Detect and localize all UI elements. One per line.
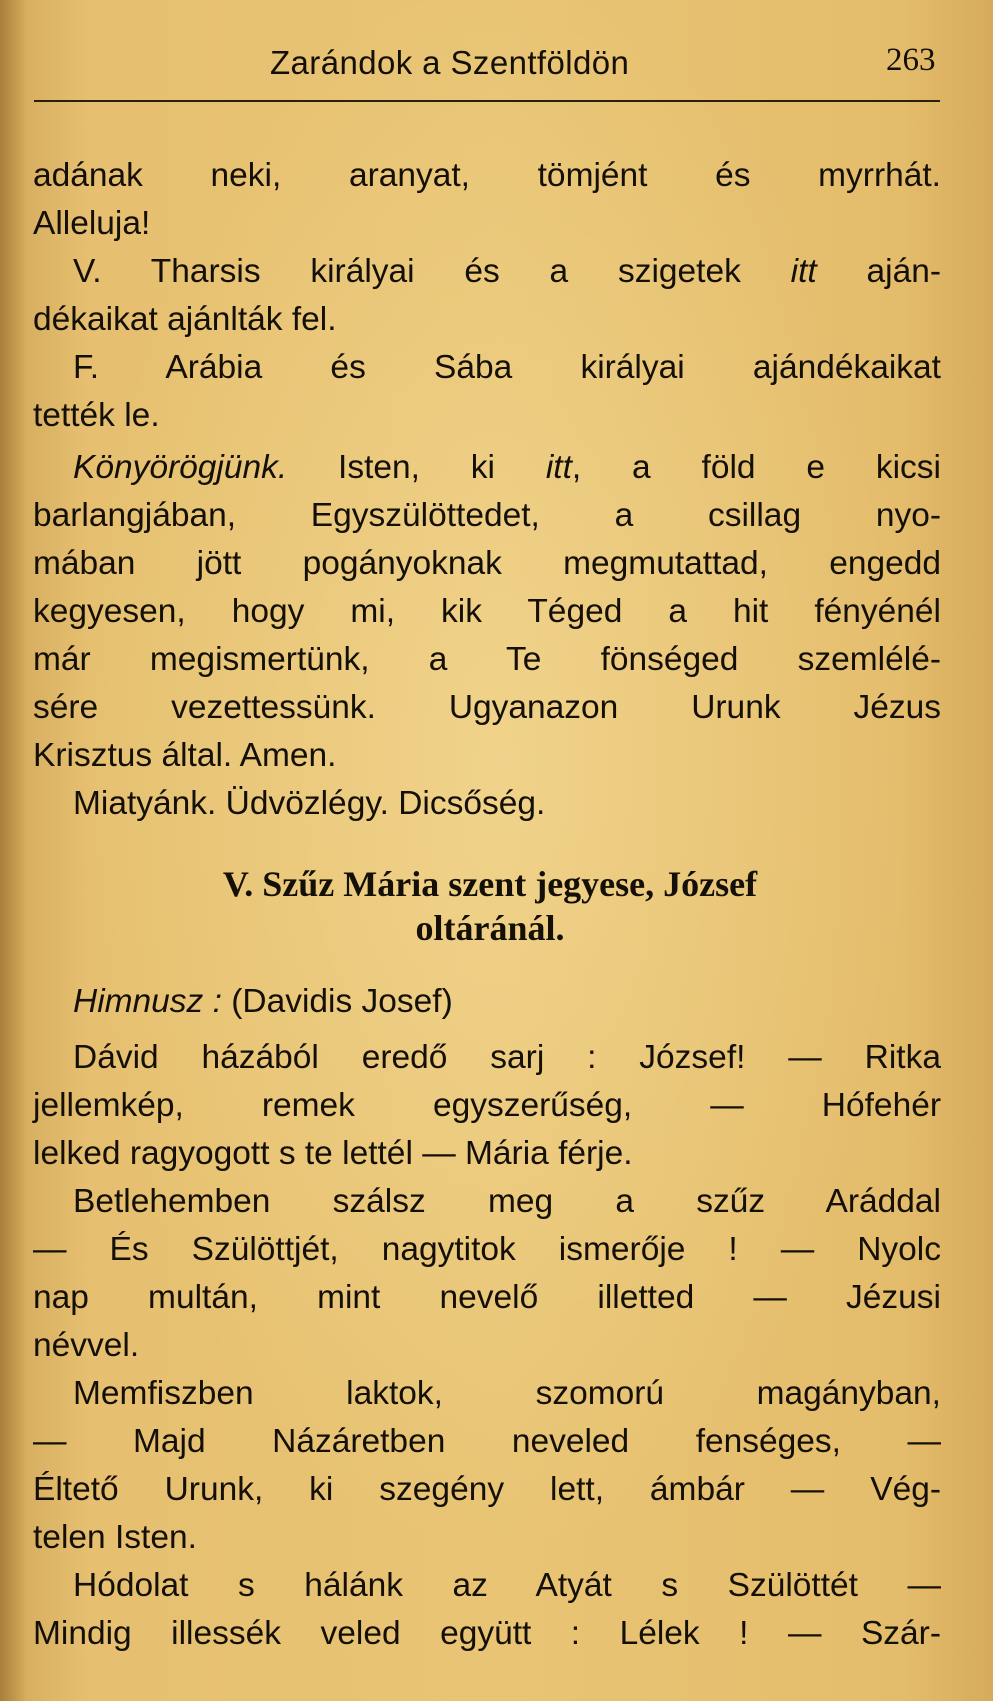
- running-head: Zarándok a Szentföldön: [270, 44, 630, 81]
- text-line: adának neki, aranyat, tömjént és myrrhát.: [33, 157, 941, 194]
- text-line: — És Szülöttjét, nagytitok ismerője ! — Nyolc: [33, 1231, 941, 1268]
- text-line: barlangjában, Egyszülöttedet, a csillag nyo-: [33, 497, 941, 534]
- hymn-stanza: [33, 1562, 941, 1658]
- text-line: mában jött pogányoknak megmutattad, engedd: [33, 545, 941, 582]
- prayer-block: [33, 152, 941, 828]
- text-line: Alleluja!: [33, 205, 151, 242]
- text-line: nap multán, mint nevelő illetted — Jézusi: [33, 1279, 941, 1316]
- text-line: tették le.: [33, 397, 160, 434]
- text-line: — Majd Názáretben neveled fenséges, —: [33, 1423, 941, 1460]
- paragraph-closing: [33, 780, 941, 828]
- hymn-stanza: [33, 1178, 941, 1370]
- paragraph-response: [33, 344, 941, 440]
- paragraph-prayer: [33, 444, 941, 780]
- text-run: V. Tharsis királyai és a szigetek: [73, 253, 791, 290]
- heading-line: oltáránál.: [415, 908, 565, 948]
- text-line: névvel.: [33, 1327, 140, 1364]
- italic-text: itt: [545, 449, 572, 486]
- text-run: Isten, ki: [287, 449, 546, 486]
- text-line: kegyesen, hogy mi, kik Téged a hit fényénél: [33, 593, 941, 630]
- text-line: [33, 978, 941, 1026]
- italic-text: Himnusz :: [73, 983, 222, 1020]
- heading-line: V. Szűz Mária szent jegyese, József: [222, 864, 758, 904]
- text-line: dékaikat ajánlták fel.: [33, 301, 337, 338]
- italic-text: Könyörögjünk.: [73, 449, 288, 486]
- text-line: lelked ragyogott s te lettél — Mária férje.: [33, 1135, 633, 1172]
- text-line: Miatyánk. Üdvözlégy. Dicsőség.: [73, 785, 546, 822]
- italic-text: itt: [790, 253, 817, 290]
- text-line: telen Isten.: [33, 1519, 197, 1556]
- header-rule: [34, 100, 940, 102]
- text-line: F. Arábia és Sába királyai ajándékaikat: [73, 349, 941, 386]
- page-header: [0, 34, 993, 84]
- text-line: Mindig illessék veled együtt : Lélek ! — Szár-: [33, 1615, 941, 1652]
- text-line: már megismertünk, a Te fönséged szemlélé-: [33, 641, 941, 678]
- text-line: Dávid házából eredő sarj : József! — Ritka: [73, 1039, 941, 1076]
- hymn-title: [33, 978, 941, 1026]
- hymn-block: [33, 978, 941, 1658]
- text-line: Krisztus által. Amen.: [33, 737, 337, 774]
- page-number: 263: [886, 42, 936, 78]
- paragraph-antiphon: [33, 152, 941, 248]
- text-run: aján-: [816, 253, 941, 290]
- text-run: (Davidis Josef): [221, 983, 453, 1020]
- text-line: Memfiszben laktok, szomorú magányban,: [73, 1375, 941, 1412]
- text-line: sére vezettessünk. Ugyanazon Urunk Jézus: [33, 689, 941, 726]
- text-line: [33, 248, 941, 296]
- paragraph-versicle: [33, 248, 941, 344]
- text-line: jellemkép, remek egyszerűség, — Hófehér: [33, 1087, 941, 1124]
- text-line: [33, 444, 941, 492]
- hymn-stanza: [33, 1034, 941, 1178]
- text-line: Éltető Urunk, ki szegény lett, ámbár — Vég-: [33, 1471, 941, 1508]
- text-line: Hódolat s hálánk az Atyát s Szülöttét —: [73, 1567, 941, 1604]
- text-line: Betlehemben szálsz meg a szűz Aráddal: [73, 1183, 941, 1220]
- text-run: , a föld e kicsi: [571, 449, 941, 486]
- hymn-stanza: [33, 1370, 941, 1562]
- gutter-shadow: [0, 0, 26, 1701]
- section-heading: [60, 862, 920, 950]
